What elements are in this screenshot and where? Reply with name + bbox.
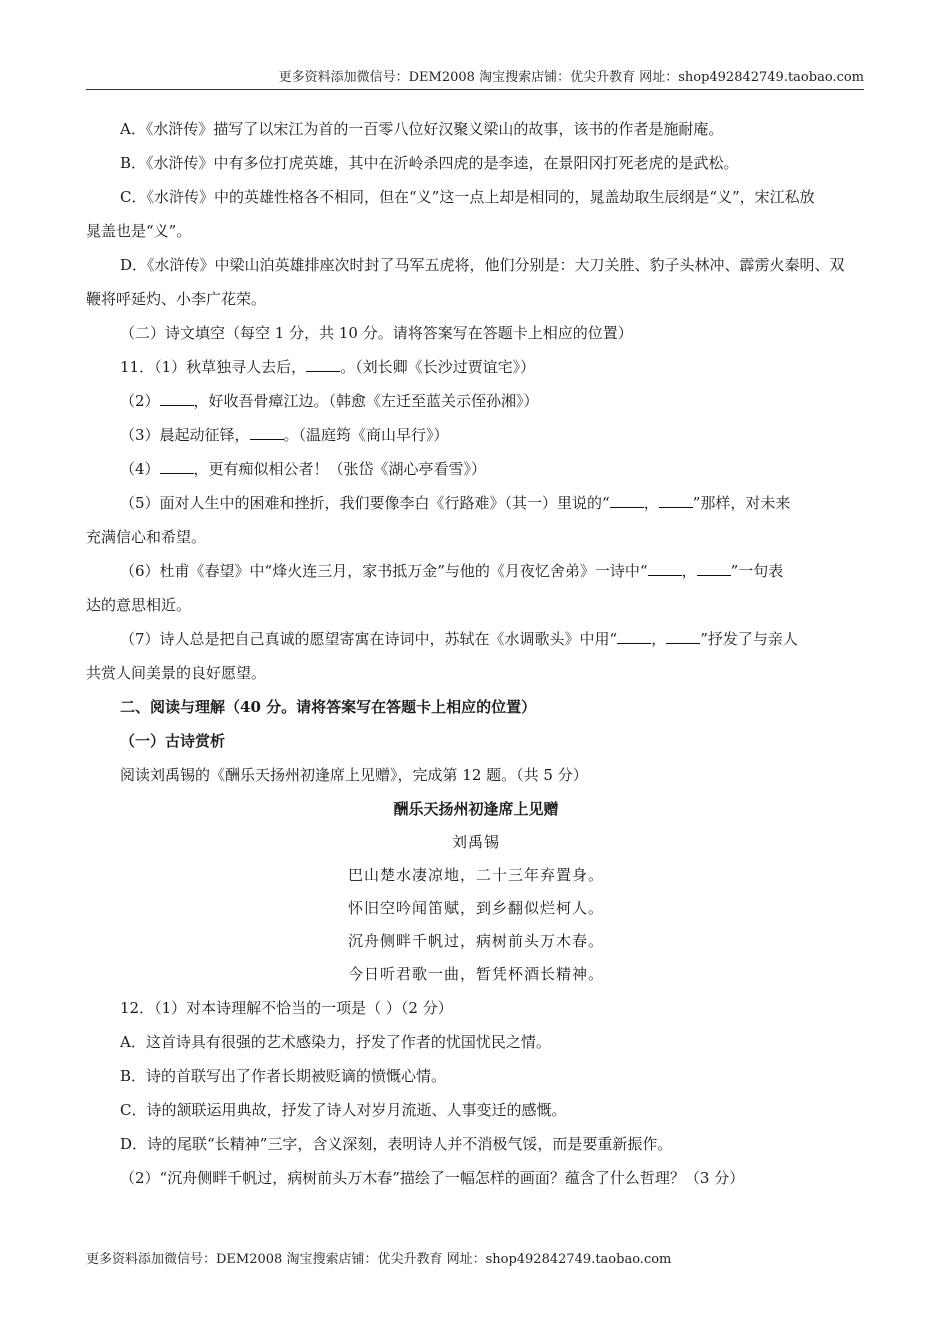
fill-q5-cont: 充满信心和希望。 <box>86 528 207 546</box>
poetry-subsection-title: （一）古诗赏析 <box>120 732 226 750</box>
document-body <box>86 112 866 1195</box>
page-footer: 更多资料添加微信号：DEM2008 淘宝搜索店铺：优尖升教育 网址：shop492842749.taobao.com <box>86 1252 672 1267</box>
poem-line: 沉舟侧畔千帆过，病树前头万木春。 <box>347 932 604 950</box>
option-c: C．《水浒传》中的英雄性格各不相同，但在“义”这一点上却是相同的，晁盖劫取生辰纲是“义”，宋江私放 <box>120 188 815 206</box>
answer-blank <box>659 495 693 508</box>
option-d: D．《水浒传》中梁山泊英雄排座次时封了马军五虎将，他们分别是：大刀关胜、豹子头林冲、霹雳火秦明、双 <box>120 256 845 274</box>
answer-blank <box>697 563 731 576</box>
option-d-cont: 鞭将呼延灼、小李广花荣。 <box>86 290 267 308</box>
option-b: B．《水浒传》中有多位打虎英雄，其中在沂岭杀四虎的是李逵，在景阳冈打死老虎的是武松。 <box>120 154 739 172</box>
answer-blank <box>250 427 284 440</box>
answer-blank <box>610 495 644 508</box>
answer-blank <box>306 359 340 372</box>
q12-option-b: B．诗的首联写出了作者长期被贬谪的愤慨心情。 <box>120 1067 447 1085</box>
poem-author: 刘禹锡 <box>451 833 500 851</box>
fill-q1: 11．（1）秋草独寻人去后， 。（刘长卿《长沙过贾谊宅》） <box>120 358 536 376</box>
option-a: A．《水浒传》描写了以宋江为首的一百零八位好汉聚义梁山的故事，该书的作者是施耐庵。 <box>120 120 724 138</box>
q12-part2: （2）“沉舟侧畔千帆过，病树前头万木春”描绘了一幅怎样的画面？蕴含了什么哲理？（3 分） <box>120 1169 745 1187</box>
q12-option-c: C．诗的颔联运用典故，抒发了诗人对岁月流逝、人事变迁的感慨。 <box>120 1101 567 1119</box>
poem-line: 怀旧空吟闻笛赋，到乡翻似烂柯人。 <box>347 899 604 917</box>
answer-blank <box>160 461 194 474</box>
poem-line: 巴山楚水凄凉地，二十三年弃置身。 <box>347 866 604 884</box>
fill-q4: （4） ，更有痴似相公者！（张岱《湖心亭看雪》） <box>120 460 487 478</box>
fill-q7-cont: 共赏人间美景的良好愿望。 <box>86 664 267 682</box>
answer-blank <box>160 393 194 406</box>
fill-q7: （7）诗人总是把自己真诚的愿望寄寓在诗词中，苏轼在《水调歌头》中用“ ， ”抒发了与亲人 <box>120 630 798 648</box>
fill-q2: （2） ，好收吾骨瘴江边。（韩愈《左迁至蓝关示侄孙湘》） <box>120 392 539 410</box>
poem-intro: 阅读刘禹锡的《酬乐天扬州初逢席上见赠》，完成第 12 题。（共 5 分） <box>120 766 588 784</box>
answer-blank <box>666 631 700 644</box>
q12-stem: 12．（1）对本诗理解不恰当的一项是（ ）（2 分） <box>120 999 453 1017</box>
fill-q6: （6）杜甫《春望》中“烽火连三月，家书抵万金”与他的《月夜忆舍弟》一诗中“ ， ”一句表 <box>120 562 784 580</box>
q12-option-d: D．诗的尾联“长精神”三字，含义深刻，表明诗人并不消极气馁，而是要重新振作。 <box>120 1135 673 1153</box>
page-header: 更多资料添加微信号：DEM2008 淘宝搜索店铺：优尖升教育 网址：shop492842749.taobao.com <box>86 66 864 90</box>
reading-section-title: 二、阅读与理解（40 分。请将答案写在答题卡上相应的位置） <box>120 698 537 716</box>
answer-blank <box>648 563 682 576</box>
fill-q5: （5）面对人生中的困难和挫折，我们要像李白《行路难》（其一）里说的“ ， ”那样，对未来 <box>120 494 791 512</box>
poem-title: 酬乐天扬州初逢席上见赠 <box>393 800 559 818</box>
option-c-cont: 晁盖也是“义”。 <box>86 222 192 240</box>
answer-blank <box>617 631 651 644</box>
poem-line: 今日听君歌一曲，暂凭杯酒长精神。 <box>347 965 604 983</box>
fill-section-title: （二）诗文填空（每空 1 分，共 10 分。请将答案写在答题卡上相应的位置） <box>120 324 633 342</box>
fill-q3: （3）晨起动征铎， 。（温庭筠《商山早行》） <box>120 426 449 444</box>
fill-q6-cont: 达的意思相近。 <box>86 596 192 614</box>
q12-option-a: A．这首诗具有很强的艺术感染力，抒发了作者的忧国忧民之情。 <box>120 1033 551 1051</box>
